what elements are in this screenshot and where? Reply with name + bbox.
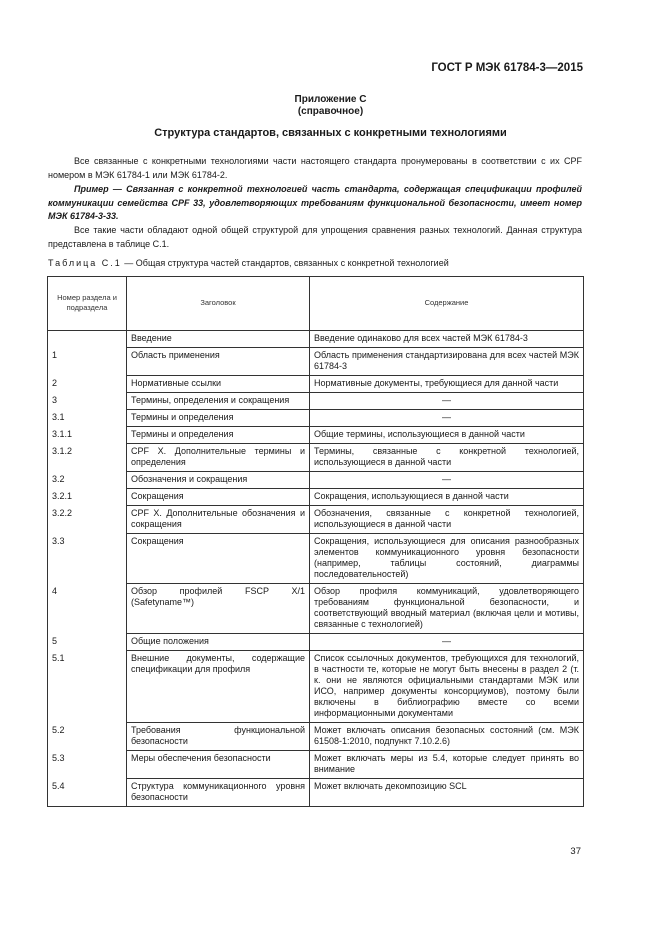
section-title: Структура стандартов, связанных с конкретными технологиями <box>154 127 507 139</box>
paragraph-structure <box>48 224 582 251</box>
row-number: 3.3 <box>48 534 127 584</box>
row-title: Обозначения и сокращения <box>127 472 310 489</box>
structure-table <box>47 276 584 807</box>
paragraph-structure-text: Все такие части обладают одной общей структурой для упрощения сравнения разных технологий. Данная структура представлена в таблице С.1. <box>48 225 582 249</box>
page-number: 37 <box>570 846 581 857</box>
row-title: Структура коммуникационного уровня безопасности <box>127 779 310 807</box>
table-row <box>48 651 584 723</box>
table-row <box>48 751 584 779</box>
row-title: Меры обеспечения безопасности <box>127 751 310 779</box>
row-content: Может включать декомпозицию SCL <box>310 779 584 807</box>
row-number: 3.2 <box>48 472 127 489</box>
table-row <box>48 410 584 427</box>
row-content: Введение одинаково для всех частей МЭК 61784-3 <box>310 331 584 348</box>
row-title: Термины и определения <box>127 427 310 444</box>
row-title: Термины, определения и сокращения <box>127 393 310 410</box>
table-row <box>48 393 584 410</box>
row-content: Может включать меры из 5.4, которые следует принять во внимание <box>310 751 584 779</box>
row-number: 3.1.2 <box>48 444 127 472</box>
row-content: Общие термины, использующиеся в данной части <box>310 427 584 444</box>
row-title: Обзор профилей FSCP X/1 (Safetyname™) <box>127 584 310 634</box>
row-title: Нормативные ссылки <box>127 376 310 393</box>
table-header-row <box>48 277 584 331</box>
row-content: Список ссылочных документов, требующихся для технологий, в частности те, которые не могут быть внесены в раздел 2 (т. к. они не являются официальными стандартами МЭК или ИСО, например документы консорциумов), поэтому были включены в библиографию вместе со всеми информационными документами <box>310 651 584 723</box>
row-number: 3.1.1 <box>48 427 127 444</box>
row-content: Обозначения, связанные с конкретной технологией, использующиеся в данной части <box>310 506 584 534</box>
paragraph-example <box>48 183 582 224</box>
row-number: 5 <box>48 634 127 651</box>
paragraph-example-text: Пример — Связанная с конкретной технологией часть стандарта, содержащая спецификации профилей коммуникации семейства CPF 33, удовлетворяющих требованиям функциональной безопасности, имеет номер МЭК 61784-3-33. <box>48 184 582 221</box>
row-number: 2 <box>48 376 127 393</box>
row-title: CPF X. Дополнительные обозначения и сокращения <box>127 506 310 534</box>
table-row <box>48 534 584 584</box>
row-title: Сокращения <box>127 534 310 584</box>
row-number: 5.2 <box>48 723 127 751</box>
row-number: 4 <box>48 584 127 634</box>
row-number: 3.1 <box>48 410 127 427</box>
row-number <box>48 331 127 348</box>
row-content: Нормативные документы, требующиеся для данной части <box>310 376 584 393</box>
table-row <box>48 584 584 634</box>
table-row <box>48 723 584 751</box>
row-number: 3.2.2 <box>48 506 127 534</box>
row-content: Сокращения, использующиеся для описания разнообразных элементов коммуникационного уровня безопасности (например, таблицы состояний, диаграммы последовательностей) <box>310 534 584 584</box>
column-header-number: Номер раздела и подраздела <box>48 277 127 331</box>
row-title: Введение <box>127 331 310 348</box>
row-number: 5.3 <box>48 751 127 779</box>
row-title: Сокращения <box>127 489 310 506</box>
row-title: Общие положения <box>127 634 310 651</box>
table-caption-text: — Общая структура частей стандартов, связанных с конкретной технологией <box>121 258 449 268</box>
table-row <box>48 376 584 393</box>
row-title: CPF X. Дополнительные термины и определения <box>127 444 310 472</box>
table-row <box>48 472 584 489</box>
paragraph-intro <box>48 155 582 182</box>
row-number: 5.1 <box>48 651 127 723</box>
table-row <box>48 506 584 534</box>
table-row <box>48 444 584 472</box>
row-content: — <box>310 634 584 651</box>
table-row <box>48 489 584 506</box>
appendix-heading <box>0 94 661 118</box>
table-caption-prefix: Таблица С.1 <box>48 258 122 268</box>
row-title: Требования функциональной безопасности <box>127 723 310 751</box>
column-header-content: Содержание <box>310 277 584 331</box>
table-row <box>48 427 584 444</box>
row-number: 3.2.1 <box>48 489 127 506</box>
row-number: 5.4 <box>48 779 127 807</box>
row-title: Внешние документы, содержащие спецификации для профиля <box>127 651 310 723</box>
row-content: Область применения стандартизирована для всех частей МЭК 61784-3 <box>310 348 584 376</box>
table-row <box>48 634 584 651</box>
row-content: — <box>310 393 584 410</box>
row-content: Сокращения, использующиеся в данной части <box>310 489 584 506</box>
document-id-header: ГОСТ Р МЭК 61784-3—2015 <box>431 62 583 74</box>
row-content: Может включать описания безопасных состояний (см. МЭК 61508-1:2010, подпункт 7.10.2.6) <box>310 723 584 751</box>
row-content: Обзор профиля коммуникаций, удовлетворяющего требованиям функциональной безопасности, и соответствующий вводный материал (включая цели и мотивы, связанные с технологией) <box>310 584 584 634</box>
column-header-title: Заголовок <box>127 277 310 331</box>
appendix-title: Приложение С <box>294 94 367 105</box>
row-number: 1 <box>48 348 127 376</box>
table-row <box>48 779 584 807</box>
table-row <box>48 331 584 348</box>
row-title: Термины и определения <box>127 410 310 427</box>
paragraph-intro-text: Все связанные с конкретными технологиями части настоящего стандарта пронумерованы в соответствии с их CPF номером в МЭК 61784-1 или МЭК 61784-2. <box>48 156 582 180</box>
row-number: 3 <box>48 393 127 410</box>
row-content: — <box>310 472 584 489</box>
row-title: Область применения <box>127 348 310 376</box>
appendix-subtitle: (справочное) <box>297 106 364 117</box>
row-content: Термины, связанные с конкретной технологией, использующиеся в данной части <box>310 444 584 472</box>
row-content: — <box>310 410 584 427</box>
table-row <box>48 348 584 376</box>
table-caption <box>48 258 449 268</box>
